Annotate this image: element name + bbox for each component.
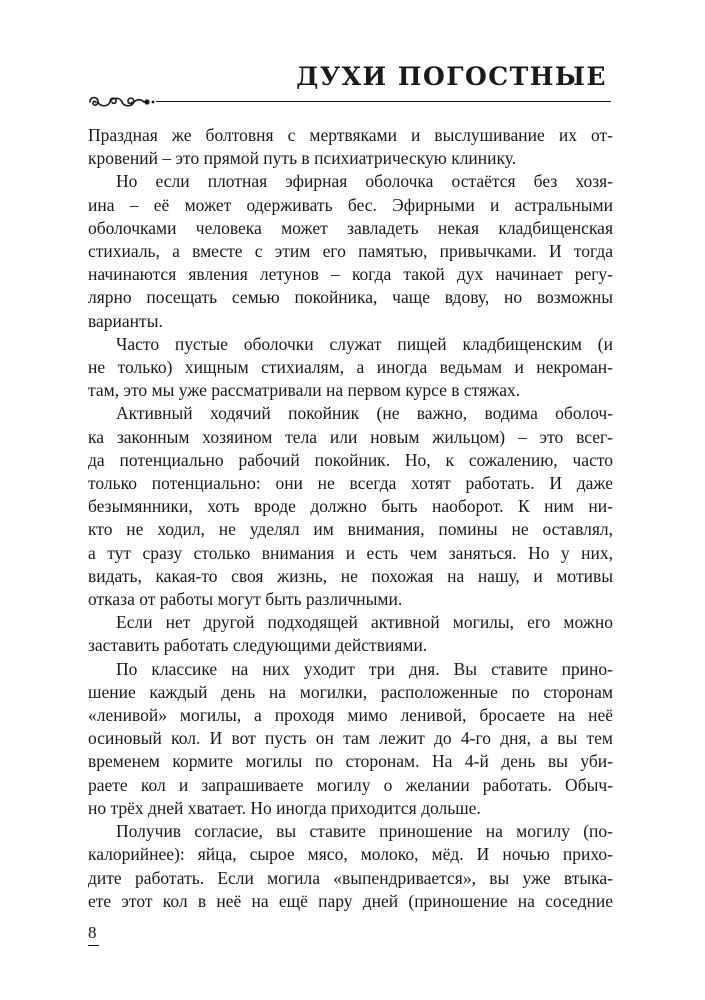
text-line: начинаются явления летунов – когда такой дух начинает регу- <box>88 264 613 285</box>
paragraph <box>88 611 613 657</box>
text-line: заставить работать следующими действиями. <box>88 635 428 656</box>
text-line: да потенциально рабочий покойник. Но, к сожалению, часто <box>88 449 613 470</box>
text-line: но трёх дней хватает. Но иногда приходится дольше. <box>88 797 481 818</box>
text-line: Активный ходячий покойник (не важно, водима оболоч- <box>116 403 613 424</box>
text-line: Праздная же болтовня с мертвяками и выслушивание их от- <box>88 125 613 145</box>
paragraph <box>88 402 613 611</box>
text-line: Если нет другой подходящей активной могилы, его можно <box>116 612 613 633</box>
header-rule <box>156 101 611 102</box>
running-header-title: ДУХИ ПОГОСТНЫЕ <box>296 62 607 91</box>
text-line: не только) хищным стихиалям, а иногда ведьмам и некроман- <box>88 357 613 378</box>
text-line: Получив согласие, вы ставите приношение на могилу (по- <box>116 821 613 842</box>
text-line: там, это мы уже рассматривали на первом курсе в стяжах. <box>88 380 521 401</box>
page-number-underline <box>88 945 99 946</box>
text-line: дите работать. Если могила «выпендривается», вы уже втыка- <box>88 867 613 888</box>
text-line: ина – её может одерживать бес. Эфирными и астральными <box>88 194 613 215</box>
text-line: а тут сразу столько внимания и есть чем заняться. Но у них, <box>88 542 613 563</box>
text-line: стихиаль, а вместе с этим его памятью, привычками. И тогда <box>88 241 613 262</box>
text-line: калорийнее): яйца, сырое мясо, молоко, мёд. И ночью прихо- <box>88 844 613 865</box>
text-line: осиновый кол. И вот пусть он там лежит до 4-го дня, а вы тем <box>88 728 613 749</box>
paragraph <box>88 658 613 820</box>
text-line: временем кормите могилы по сторонам. На 4-й день вы уби- <box>88 751 613 772</box>
text-line: безымянники, хоть вроде должно быть наоборот. К ним ни- <box>88 496 613 517</box>
text-line: Часто пустые оболочки служат пищей кладбищенским (и <box>116 333 613 354</box>
text-line: только потенциально: они не всегда хотят работать. И даже <box>88 473 613 494</box>
text-line: отказа от работы могут быть различными. <box>88 589 403 610</box>
text-line: варианты. <box>88 310 163 331</box>
text-line: кровений – это прямой путь в психиатрическую клинику. <box>88 148 517 169</box>
paragraph <box>88 124 613 170</box>
body-text <box>88 124 613 913</box>
text-line: лярно посещать семью покойника, чаще вдову, но возможны <box>88 287 613 308</box>
text-line: Но если плотная эфирная оболочка остаётся без хозя- <box>116 171 613 192</box>
text-line: видать, какая-то своя жизнь, не похожая на нашу, и мотивы <box>88 565 613 586</box>
flourish-ornament-icon <box>86 92 158 112</box>
text-line: раете кол и запрашиваете могилу о желании работать. Обыч- <box>88 774 613 795</box>
paragraph <box>88 820 613 913</box>
page-number: 8 <box>88 923 97 942</box>
text-line: шение каждый день на могилки, расположенные по сторонам <box>88 681 613 702</box>
paragraph <box>88 333 613 403</box>
text-line: оболочками человека может завладеть некая кладбищенская <box>88 217 613 238</box>
text-line: ка законным хозяином тела или новым жильцом) – это всег- <box>88 426 613 447</box>
text-line: ете этот кол в неё на ещё пару дней (приношение на соседние <box>88 890 613 911</box>
text-line: кто не ходил, не уделял им внимания, помины не оставлял, <box>88 519 613 540</box>
text-line: По классике на них уходит три дня. Вы ставите прино- <box>116 658 613 679</box>
text-line: «ленивой» могилы, а проходя мимо ленивой, бросаете на неё <box>88 705 613 726</box>
paragraph <box>88 170 613 332</box>
